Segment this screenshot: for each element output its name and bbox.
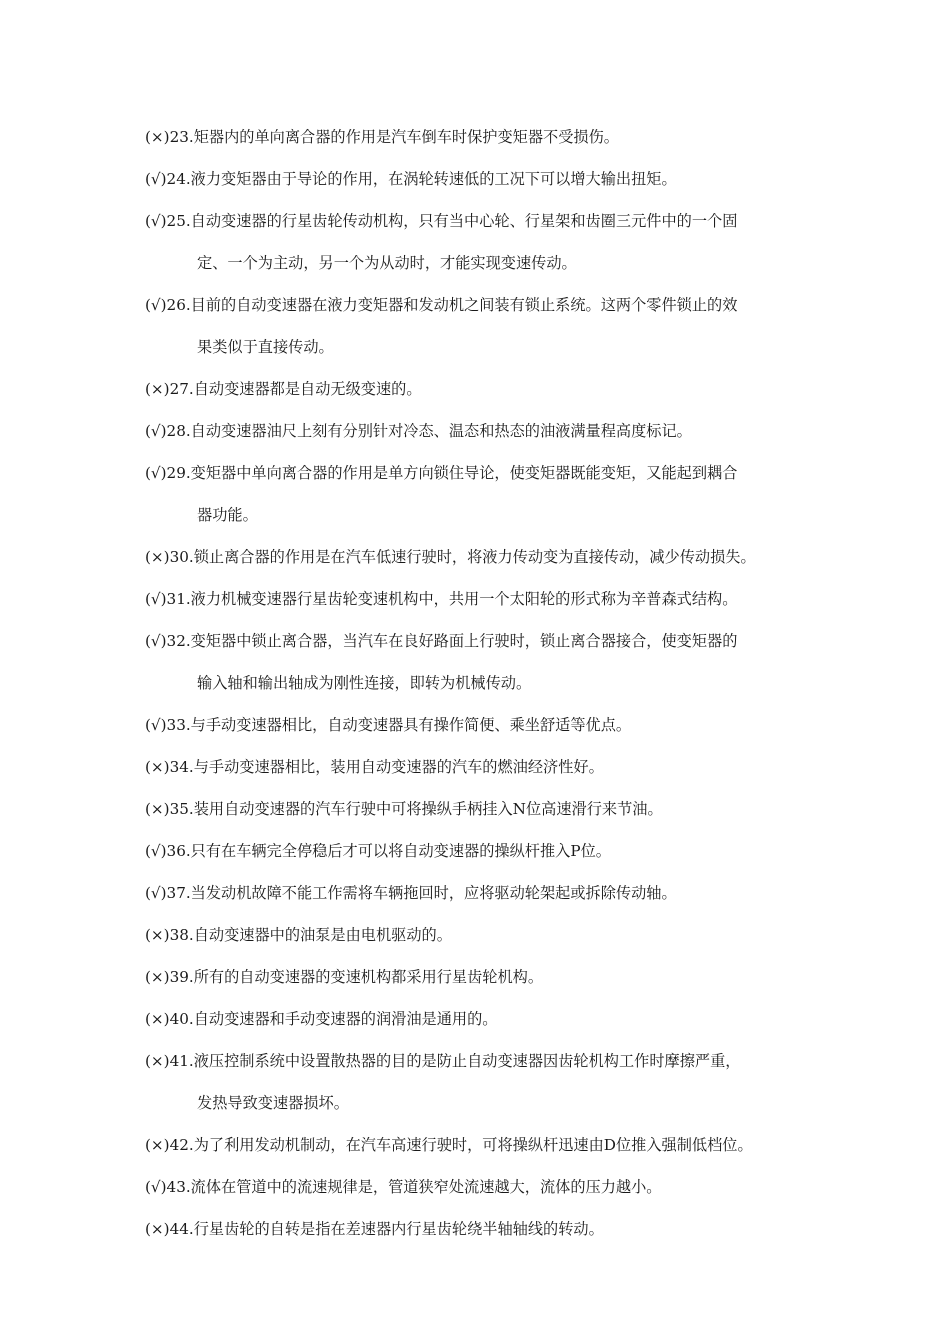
question-item (145, 793, 813, 835)
question-text: (×)34.与手动变速器相比，装用自动变速器的汽车的燃油经济性好。 (145, 758, 604, 776)
question-item (145, 289, 813, 373)
question-item (145, 1171, 813, 1213)
question-text: (×)42.为了利用发动机制动，在汽车高速行驶时，可将操纵杆迅速由D位推入强制低档位。 (145, 1136, 753, 1154)
question-item (145, 205, 813, 289)
question-item (145, 877, 813, 919)
question-text-continuation: 果类似于直接传动。 (197, 338, 334, 356)
question-text: (×)44.行星齿轮的自转是指在差速器内行星齿轮绕半轴轴线的转动。 (145, 1220, 604, 1238)
question-text: (×)38.自动变速器中的油泵是由电机驱动的。 (145, 926, 452, 944)
question-text: (√)37.当发动机故障不能工作需将车辆拖回时，应将驱动轮架起或拆除传动轴。 (145, 884, 677, 902)
question-text: (√)29.变矩器中单向离合器的作用是单方向锁住导论，使变矩器既能变矩，又能起到耦合 (145, 464, 738, 482)
question-item (145, 751, 813, 793)
question-text: (×)27.自动变速器都是自动无级变速的。 (145, 380, 422, 398)
question-text: (√)25.自动变速器的行星齿轮传动机构，只有当中心轮、行星架和齿圈三元件中的一个固 (145, 212, 738, 230)
question-text: (×)39.所有的自动变速器的变速机构都采用行星齿轮机构。 (145, 968, 544, 986)
question-item (145, 415, 813, 457)
question-item (145, 457, 813, 541)
question-text: (√)26.目前的自动变速器在液力变矩器和发动机之间装有锁止系统。这两个零件锁止的效 (145, 296, 738, 314)
question-text: (×)35.装用自动变速器的汽车行驶中可将操纵手柄挂入N位高速滑行来节油。 (145, 800, 663, 818)
question-text: (×)23.矩器内的单向离合器的作用是汽车倒车时保护变矩器不受损伤。 (145, 128, 619, 146)
question-item (145, 1045, 813, 1129)
question-list (145, 121, 813, 1255)
question-text: (√)33.与手动变速器相比，自动变速器具有操作简便、乘坐舒适等优点。 (145, 716, 632, 734)
question-text: (√)32.变矩器中锁止离合器，当汽车在良好路面上行驶时，锁止离合器接合，使变矩器的 (145, 632, 738, 650)
question-item (145, 1213, 813, 1255)
question-text-continuation: 发热导致变速器损坏。 (197, 1094, 349, 1112)
question-item (145, 163, 813, 205)
question-item (145, 121, 813, 163)
question-item (145, 1003, 813, 1045)
question-text-continuation: 输入轴和输出轴成为刚性连接，即转为机械传动。 (197, 674, 532, 692)
question-item (145, 583, 813, 625)
question-text-continuation: 定、一个为主动，另一个为从动时，才能实现变速传动。 (197, 254, 577, 272)
question-item (145, 961, 813, 1003)
question-text-continuation: 器功能。 (197, 506, 258, 524)
question-text: (×)41.液压控制系统中设置散热器的目的是防止自动变速器因齿轮机构工作时摩擦严重， (145, 1052, 741, 1070)
question-text: (√)31.液力机械变速器行星齿轮变速机构中，共用一个太阳轮的形式称为辛普森式结构。 (145, 590, 738, 608)
question-text: (×)40.自动变速器和手动变速器的润滑油是通用的。 (145, 1010, 498, 1028)
question-item (145, 1129, 813, 1171)
question-item (145, 625, 813, 709)
question-item (145, 709, 813, 751)
question-text: (√)28.自动变速器油尺上刻有分别针对冷态、温态和热态的油液满量程高度标记。 (145, 422, 692, 440)
question-item (145, 373, 813, 415)
question-text: (√)24.液力变矩器由于导论的作用，在涡轮转速低的工况下可以增大输出扭矩。 (145, 170, 677, 188)
question-item (145, 919, 813, 961)
question-item (145, 835, 813, 877)
question-text: (√)43.流体在管道中的流速规律是，管道狭窄处流速越大，流体的压力越小。 (145, 1178, 662, 1196)
question-item (145, 541, 813, 583)
question-text: (√)36.只有在车辆完全停稳后才可以将自动变速器的操纵杆推入P位。 (145, 842, 611, 860)
question-text: (×)30.锁止离合器的作用是在汽车低速行驶时，将液力传动变为直接传动，减少传动损失。 (145, 548, 756, 566)
